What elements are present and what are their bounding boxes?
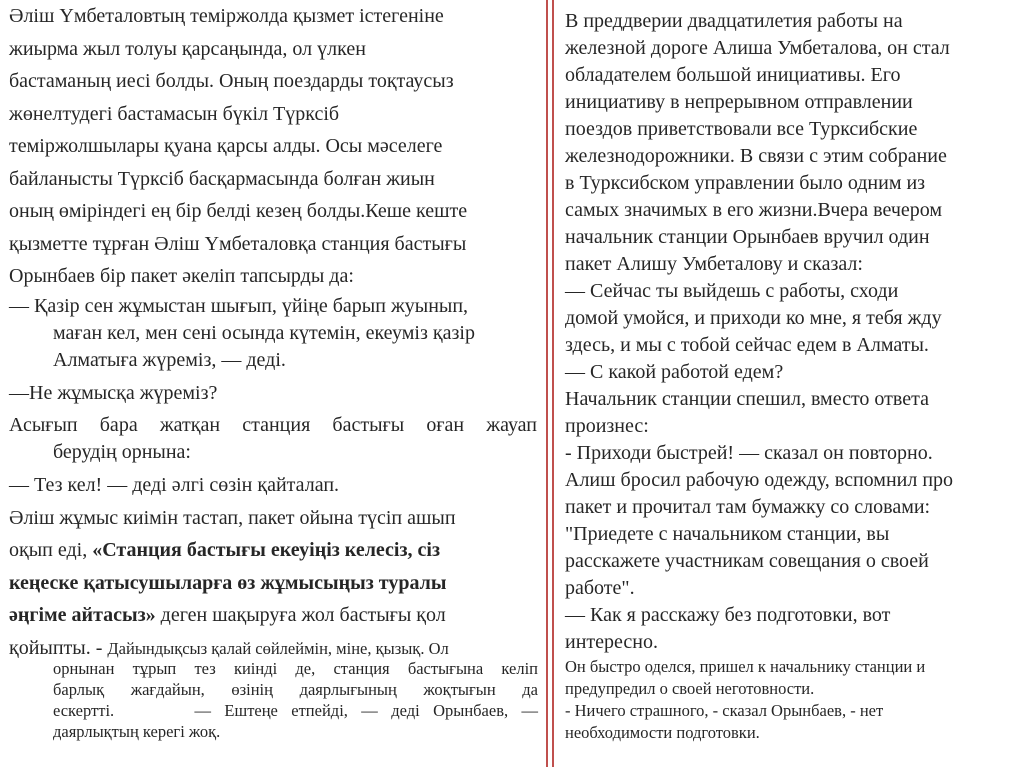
text-line [9,700,543,721]
text-line: работе". [565,577,635,599]
text-line: — Сейчас ты выйдешь с работы, сходи [565,280,899,302]
text-line: берудің орнына: [53,440,191,463]
kazakh-dialog-4 [0,469,543,502]
text-line: пакет Алишу Умбеталову и сказал: [565,253,863,275]
kazakh-dialog-2 [0,377,543,409]
text-line: жөнелтудегі бастамасын бүкіл Түрксіб [9,102,340,125]
text-line: начальник станции Орынбаев вручил один [565,226,930,248]
russian-text-column [558,0,1020,744]
kazakh-dialog-3 [0,409,543,469]
text-line: Әліш жұмыс киімін тастап, пакет ойына түсіп ашып [9,506,456,529]
text-line: поездов приветствовали все Турксибские [565,118,918,140]
text-line-justified: Асығып бара жатқан станция бастығы оған жауап [9,413,537,436]
text-line [9,679,543,700]
text-line-justified: орнынан тұрып тез киінді де, станция бастығына келіп [53,658,538,678]
text-line: даярлықтың керегі жоқ. [53,721,221,741]
text-line: Алматыға жүреміз, — деді. [53,348,286,371]
text-line: железнодорожники. В связи с этим собрание [565,145,947,167]
text-line-justified: барлық жағдайын, өзінің даярлығының жоқтығын да [53,679,538,699]
text-line: домой умойся, и приходи ко мне, я тебя жду [565,307,942,329]
column-divider [552,0,554,767]
text-line: — Қазір сен жұмыстан шығып, үйіңе барып жуынып, [9,294,469,317]
text-line: произнес: [565,415,649,437]
text-line: Он быстро оделся, пришел к начальнику станции и [565,657,926,676]
text-line: Орынбаев бір пакет әкеліп тапсырды да: [9,265,354,287]
russian-small-paragraph [558,656,1020,744]
text-line: здесь, и мы с тобой сейчас едем в Алматы. [565,334,929,356]
column-divider [546,0,548,767]
text-line: жиырма жыл толуы қарсаңында, ол үлкен [9,37,366,60]
invitation-quote: кеңеске қатысушыларға өз жұмысыңыз туралы [9,571,447,594]
text-line: самых значимых в его жизни.Вчера вечером [565,199,943,221]
text-line: Әліш Үмбеталовтың теміржолда қызмет істегеніне [9,5,444,27]
text-line: байланысты Түрксіб басқармасында болған жиын [9,167,435,190]
text-line: — Как я расскажу без подготовки, вот [565,604,891,626]
kazakh-dialog-1 [0,293,543,377]
text-line [9,534,543,567]
text-line [9,567,543,600]
text-line: - Ничего страшного, - сказал Орынбаев, - нет [565,701,884,720]
text-line: —Не жұмысқа жүреміз? [9,381,218,404]
text-line: бастаманың иесі болды. Оның поездарды тоқтаусыз [9,70,454,92]
text-line [9,409,537,436]
text-line: теміржолшылары қуана қарсы алды. Осы мәселеге [9,135,443,157]
text-line: предупредил о своей неготовности. [565,679,815,698]
text-line: — С какой работой едем? [565,361,784,383]
text-plain: деген шақыруға жол бастығы қол [155,604,446,626]
text-line: расскажете участникам совещания о своей [565,550,929,572]
text-plain: оқып еді, [9,539,93,561]
text-plain: қойыпты. - [9,636,108,659]
text-line: инициативу в непрерывном отправлении [565,91,913,113]
text-line [9,632,543,658]
text-line: интересно. [565,631,658,653]
text-line: железной дороге Алиша Умбеталова, он стал [565,37,950,59]
text-line: "Приедете с начальником станции, вы [565,523,890,545]
text-small: Дайындықсыз қалай сөйлеймін, міне, қызық. Ол [107,638,449,658]
text-line [9,658,543,679]
text-line: маған кел, мен сені осында күтемін, екеуміз қазір [53,321,475,344]
text-line: — Тез кел! — деді әлгі сөзін қайталап. [9,473,340,496]
text-line: - Приходи быстрей! — сказал он повторно. [565,442,933,464]
text-line: обладателем большой инициативы. Его [565,64,901,86]
text-line: қызметте тұрған Әліш Үмбеталовқа станция бастығы [9,232,467,255]
kazakh-paragraph-1 [0,0,543,293]
kazakh-paragraph-5 [0,502,543,658]
invitation-quote: әңгіме айтасыз» [9,604,156,626]
text-line: пакет и прочитал там бумажку со словами: [565,496,931,518]
invitation-quote: «Станция бастығы екеуіңіз келесіз, сіз [92,539,440,561]
text-line: в Турксибском управлении было одним из [565,172,926,194]
text-line: Начальник станции спешил, вместо ответа [565,388,929,410]
text-line [9,599,543,632]
text-line: В преддверии двадцатилетия работы на [565,10,903,32]
text-line: оның өміріндегі ең бір белді кезең болды.Кеше кеште [9,200,468,222]
russian-paragraph [558,0,1020,656]
kazakh-small-paragraph [0,658,543,742]
text-line-justified: ескертті. — Ештеңе етпейді, — деді Орынбаев, — [53,700,538,720]
text-line: необходимости подготовки. [565,723,760,742]
text-line: Алиш бросил рабочую одежду, вспомнил про [565,469,954,491]
